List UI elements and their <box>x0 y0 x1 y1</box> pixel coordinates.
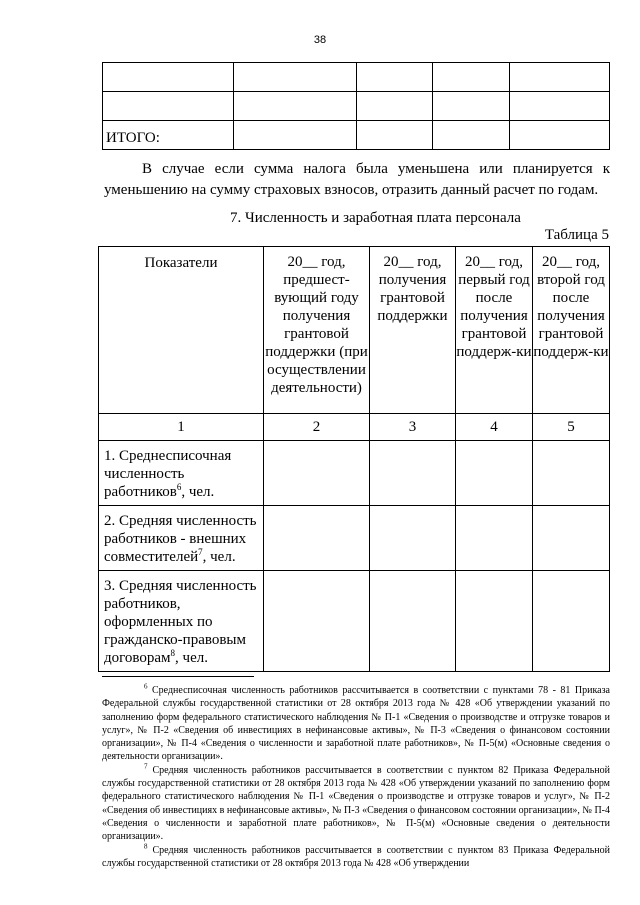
table-row <box>99 441 610 506</box>
header-cell: 20__ год, первый год после получения грантовой поддерж-ки <box>456 247 533 414</box>
footnote-mark: 7 <box>144 762 148 771</box>
row-label: 3. Средняя численность работников, оформленных по гражданско-правовым договорам$^8$, чел. <box>99 571 264 672</box>
table-cell <box>533 571 610 672</box>
footnotes <box>102 684 610 870</box>
table-cell <box>533 441 610 506</box>
table-cell <box>103 92 234 121</box>
table-cell <box>356 121 433 150</box>
table-cell <box>433 63 510 92</box>
footnote: $^7$ Средняя численность работников рассчитывается в соответствии с пунктом 82 Приказа Федеральной службы государственной статистики от 28 октября 2013 года № 428 «Об утверждении указаний по заполнению форм федерального статистического наблюдения № П-1 «Сведения о производстве и отгрузке товаров и услуг», № П-2 «Сведения об инвестициях в нефинансовые активы», № П-3 «Сведения о финансовом состоянии организации», № П-4 «Сведения о численности и заработной плате работников», № П-5(м) «Основные сведения о деятельности организации». <box>102 762 610 843</box>
table-cell <box>510 121 610 150</box>
column-number: 4 <box>456 414 533 441</box>
footnote: $^8$ Средняя численность работников рассчитывается в соответствии с пунктом 83 Приказа Федеральной службы государственной статистики от 28 октября 2013 года № 428 «Об утверждении <box>102 842 610 869</box>
column-number-row <box>99 414 610 441</box>
table-cell <box>233 63 356 92</box>
table-cell <box>456 441 533 506</box>
table-cell <box>370 441 456 506</box>
row-label: 1. Среднесписочная численность работников$^6$, чел. <box>99 441 264 506</box>
table-cell <box>433 92 510 121</box>
table-cell <box>103 63 234 92</box>
table-cell <box>233 121 356 150</box>
header-cell: 20__ год, второй год после получения грантовой поддерж-ки <box>533 247 610 414</box>
table-cell <box>264 571 370 672</box>
footnote-mark: 6 <box>144 682 148 691</box>
footnote-mark: 7 <box>198 547 203 557</box>
total-row <box>103 121 610 150</box>
table-cell <box>264 441 370 506</box>
footnote: $^6$ Среднесписочная численность работников рассчитывается в соответствии с пунктами 78 - 81 Приказа Федеральной службы государственной статистики от 28 октября 2013 года № 428 «Об утверждении указаний по заполнению форм федерального статистического наблюдения № П-1 «Сведения о производстве и отгрузке товаров и услуг», № П-2 «Сведения об инвестициях в нефинансовые активы», № П-3 «Сведения о финансовом состоянии организации», № П-4 «Сведения о численности и заработной плате работников», № П-5(м) «Основные сведения о деятельности организации». <box>102 682 610 763</box>
table-row <box>99 506 610 571</box>
page-number: 38 <box>313 34 327 46</box>
tax-note-paragraph: В случае если сумма налога была уменьшена или планируется к уменьшению на сумму страховых взносов, отразить данный расчет по годам. <box>104 161 610 198</box>
header-cell: Показатели <box>99 247 264 414</box>
row-label: 2. Средняя численность работников - внешних совместителей$^7$, чел. <box>99 506 264 571</box>
header-cell: 20__ год, предшест-вующий году получения грантовой поддержки (при осуществлении деятельности) <box>264 247 370 414</box>
column-number: 3 <box>370 414 456 441</box>
table-row <box>103 63 610 92</box>
column-number: 1 <box>99 414 264 441</box>
table-cell <box>433 121 510 150</box>
header-row <box>99 247 610 414</box>
continued-table <box>102 62 610 150</box>
table-cell <box>233 92 356 121</box>
personnel-table <box>98 246 610 672</box>
footnote-mark: 8 <box>144 842 148 851</box>
table-cell <box>510 92 610 121</box>
header-cell: 20__ год, получения грантовой поддержки <box>370 247 456 414</box>
table-row <box>99 571 610 672</box>
total-label: ИТОГО: <box>103 121 234 150</box>
table-row <box>103 92 610 121</box>
column-number: 2 <box>264 414 370 441</box>
table-cell <box>356 63 433 92</box>
footnote-divider <box>102 676 254 677</box>
table-cell <box>510 63 610 92</box>
column-number: 5 <box>533 414 610 441</box>
table-cell <box>370 506 456 571</box>
footnote-mark: 8 <box>170 648 176 658</box>
table-label: Таблица 5 <box>544 227 609 243</box>
section-heading: 7. Численность и заработная плата персонала <box>230 210 521 226</box>
table-cell <box>456 506 533 571</box>
table-cell <box>356 92 433 121</box>
table-cell <box>264 506 370 571</box>
table-cell <box>370 571 456 672</box>
table-cell <box>533 506 610 571</box>
footnote-mark: 6 <box>176 482 182 492</box>
table-cell <box>456 571 533 672</box>
